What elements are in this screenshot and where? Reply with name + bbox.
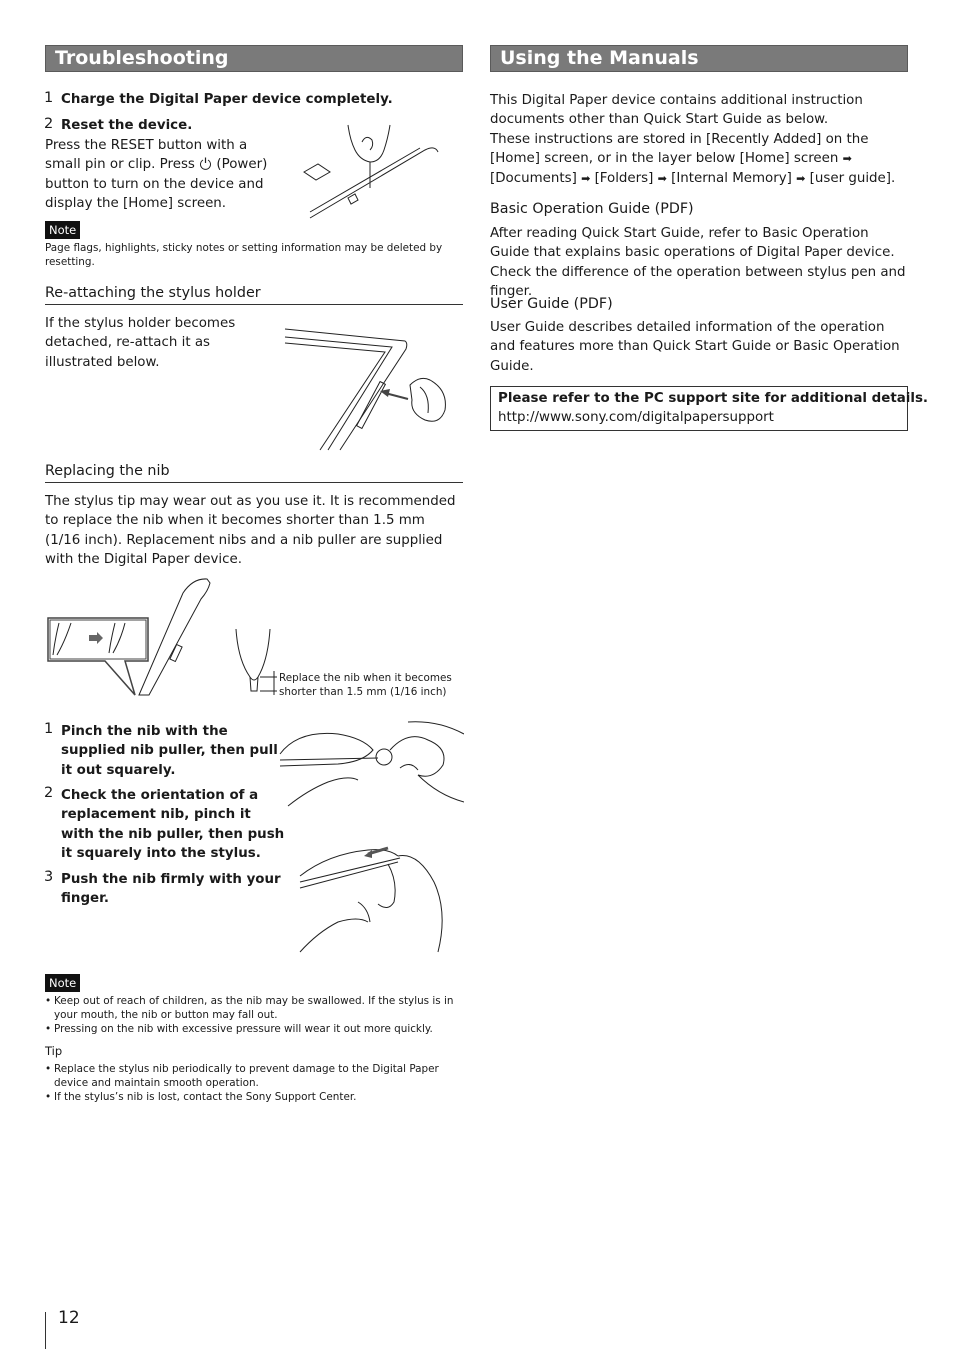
nib-step-1-text [61,722,278,780]
step-reset-text: Reset the device. [61,118,193,133]
nib-caption-line-1: Replace the nib when it becomes [279,672,452,684]
basic-guide-body: After reading Quick Start Guide, refer to Basic Operation Guide that explains basic operations of Digital Paper device. Check the difference of the operation between stylus pen and finger. [490,226,906,300]
manuals-header [490,45,908,72]
reset-illustration [300,120,440,220]
step-number-2: 2 [44,116,54,132]
path-user-guide: [user guide]. [809,170,896,186]
note2-item-1: • Keep out of reach of children, as the nib may be swallowed. If the stylus is in your mouth, the nib or button may fall out. [45,994,455,1022]
page-number: 12 [58,1308,80,1328]
support-url-link[interactable]: http://www.sony.com/digitalpapersupport [498,410,774,425]
reset-line-2b: (Power) [212,157,268,173]
nib-heading: Replacing the nib [45,463,170,479]
note2-item-2: • Pressing on the nib with excessive pressure will wear it out more quickly. [45,1022,455,1036]
note2-badge: Note [45,974,80,992]
arrow-icon: ➡ [581,171,591,185]
nib-step-1-line-1: Pinch the nib with the [61,724,228,739]
nib-step-3-text [61,870,281,909]
nib-rule [45,482,463,483]
nib-caption-line-2: shorter than 1.5 mm (1/16 inch) [279,686,447,698]
nib-step-3-number: 3 [44,869,54,885]
intro-line-1: This Digital Paper device contains additional instruction [490,93,863,108]
nib-step-2-text [61,786,284,864]
power-icon [199,157,212,170]
note-text: Page flags, highlights, sticky notes or setting information may be deleted by resetting. [45,242,443,268]
arrow-icon: ➡ [842,152,852,166]
nib-pull-illustration [278,720,464,812]
troubleshooting-header [45,45,463,72]
step-number-1: 1 [44,90,54,106]
tip-item-1: • Replace the stylus nib periodically to prevent damage to the Digital Paper device and maintain smooth operation. [45,1062,445,1090]
reattach-line-1: If the stylus holder becomes [45,316,236,331]
intro-line-4-text: [Home] screen, or in the layer below [Home] screen [490,151,839,167]
nib-wear-illustration [45,575,225,700]
support-bold-text: Please refer to the PC support site for additional details. [498,391,929,406]
user-guide-heading: User Guide (PDF) [490,296,613,312]
nib-step-3-line-2: finger. [61,891,109,907]
stylus-holder-illustration [280,325,460,453]
intro-path [490,169,908,188]
path-internal-memory: [Internal Memory] [671,170,792,186]
page-number-rule [45,1312,46,1349]
reset-line-2a: small pin or clip. Press [45,157,200,173]
arrow-icon: ➡ [657,171,667,185]
nib-insert-illustration [298,842,446,957]
path-folders: [Folders] [594,170,654,186]
manuals-title: Using the Manuals [500,47,699,69]
reattach-body [45,314,275,372]
nib-step-2-line-3: with the nib puller, then push [61,826,285,842]
intro-line-4 [490,149,908,168]
reset-line-2 [45,155,275,174]
reset-line-4: display the [Home] screen. [45,196,227,212]
troubleshooting-title: Troubleshooting [55,47,229,69]
nib-step-2-number: 2 [44,785,54,801]
nib-step-2-line-1: Check the orientation of a [61,788,259,803]
reset-instructions [45,136,275,214]
tip-label: Tip [45,1044,63,1058]
reattach-line-2: detached, re-attach it as [45,335,211,351]
nib-body: The stylus tip may wear out as you use it. It is recommended to replace the nib when it becomes shorter than 1.5 mm (1/16 inch). Replacement nibs and a nib puller are supplied with the Digital Paper device. [45,494,456,568]
note2-list [45,994,455,1036]
reattach-rule [45,304,463,305]
nib-step-2-line-2: replacement nib, pinch it [61,807,251,823]
manuals-intro [490,91,908,188]
reattach-line-3: illustrated below. [45,354,160,370]
step-charge-text: Charge the Digital Paper device completely. [61,92,393,107]
user-guide-body: User Guide describes detailed information of the operation and features more than Quick Start Guide or Basic Operation Guide. [490,320,900,374]
nib-step-1-line-3: it out squarely. [61,762,176,778]
nib-step-1-number: 1 [44,721,54,737]
nib-caption [279,671,452,699]
intro-line-2: documents other than Quick Start Guide as below. [490,112,829,128]
reattach-heading: Re-attaching the stylus holder [45,285,261,301]
nib-step-1-line-2: supplied nib puller, then pull [61,743,278,759]
nib-length-illustration [230,625,280,695]
path-documents: [Documents] [490,170,577,186]
support-box [490,386,929,431]
arrow-icon: ➡ [796,171,806,185]
reset-line-3: button to turn on the device and [45,176,264,192]
tip-list [45,1062,445,1104]
tip-item-2: • If the stylus’s nib is lost, contact the Sony Support Center. [45,1090,445,1104]
basic-guide-heading: Basic Operation Guide (PDF) [490,201,694,217]
intro-line-3: These instructions are stored in [Recently Added] on the [490,131,869,147]
reset-line-1: Press the RESET button with a [45,138,248,153]
nib-step-2-line-4: it squarely into the stylus. [61,846,261,862]
note-badge: Note [45,221,80,239]
nib-step-3-line-1: Push the nib firmly with your [61,872,281,887]
